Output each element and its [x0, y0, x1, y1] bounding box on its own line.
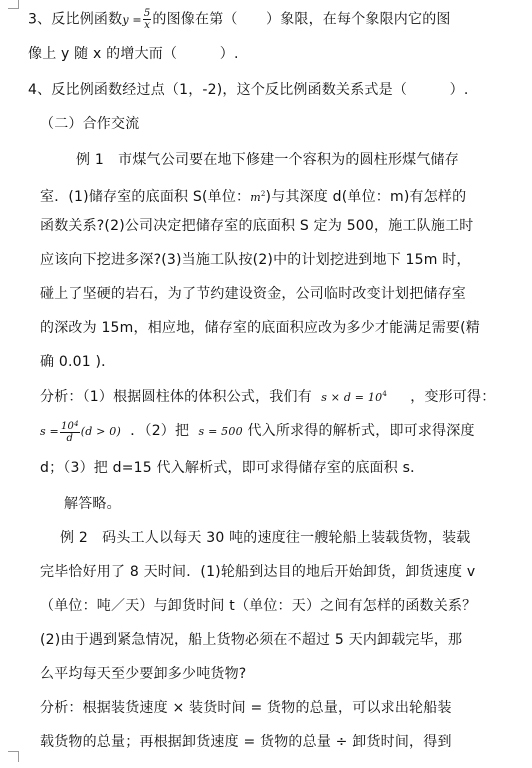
fraction-5-over-x: $\frac{5}{x}$	[143, 8, 151, 31]
math-unit-m2: $m^2$	[250, 190, 266, 204]
fraction-10e4-over-d: $\frac{10^4}{d}$	[60, 419, 79, 444]
page-corner-mark-top	[8, 0, 19, 9]
example-1-line-5: 碰上了坚硬的岩石，为了节约建设资金，公司临时改变计划把储存室	[40, 286, 466, 302]
example-1-line-2: 室．(1)储存室的底面积 S(单位：$m^2$)与其深度 d(单位：m)有怎样的	[40, 189, 467, 205]
math-condition: (d > 0)	[80, 425, 121, 438]
example-1-line-3: 函数关系?(2)公司决定把储存室的底面积 S 定为 500，施工队施工时	[40, 218, 474, 234]
example-1-line-1: 例 1 市煤气公司要在地下修建一个容积为的圆柱形煤气储存	[76, 152, 459, 168]
analysis-2-line-2: 载货物的总量；再根据卸货速度 = 货物的总量 ÷ 卸货时间，得到	[40, 734, 452, 750]
example-1-line-6: 的深改为 15m，相应地，储存室的底面积应改为多少才能满足需要(精	[40, 320, 480, 336]
example-2-line-2: 完毕恰好用了 8 天时间．(1)轮船到达目的地后开始卸货，卸货速度 v	[40, 564, 476, 580]
analysis-1-line-3: d；（3）把 d=15 代入解析式，即可求得储存室的底面积 s．	[40, 460, 425, 476]
question-3-line-1: 3、反比例函数y = $\frac{5}{x}$ 的图像在第（ ）象限，在每个象限内它的图	[28, 8, 451, 31]
example-1-line-4: 应该向下挖进多深?(3)当施工队按(2)中的计划挖进到地下 15m 时，	[40, 252, 471, 268]
math-s-times-d: $s \times d = 10^4$	[321, 390, 387, 404]
example-2-line-1: 例 2 码头工人以每天 30 吨的速度往一艘轮船上装载货物，装载	[60, 530, 471, 546]
question-4-line: 4、反比例函数经过点（1，-2)，这个反比例函数关系式是（ ）.	[28, 82, 469, 98]
analysis-1-line-2: s = $\frac{10^4}{d}$ (d > 0) ．（2）把 s = 500 代入所求得的解析式，即可求得深度	[40, 419, 475, 444]
math-y-equals: y =	[122, 13, 142, 27]
question-3-line-2: 像上 y 随 x 的增大而（ ）.	[28, 46, 239, 62]
example-2-line-4: (2)由于遇到紧急情况，船上货物必须在不超过 5 天内卸载完毕，那	[40, 632, 463, 648]
analysis-2-line-1: 分析：根据装货速度 × 装货时间 = 货物的总量，可以求出轮船装	[40, 700, 452, 716]
section-heading: （二）合作交流	[40, 116, 140, 132]
math-s-equals: s =	[40, 425, 59, 438]
solution-omitted: 解答略。	[64, 496, 121, 512]
example-2-line-3: （单位：吨／天）与卸货时间 t（单位：天）之间有怎样的函数关系？	[40, 598, 477, 614]
example-1-line-7: 确 0.01 )．	[40, 354, 116, 370]
example-2-line-5: 么平均每天至少要卸多少吨货物?	[40, 666, 247, 682]
page-corner-mark-bottom	[8, 751, 19, 762]
analysis-1-line-1: 分析：（1）根据圆柱体的体积公式，我们有 $s \times d = 10^4$ ，变形可得：	[40, 389, 496, 405]
math-s-500: s = 500	[198, 425, 243, 438]
